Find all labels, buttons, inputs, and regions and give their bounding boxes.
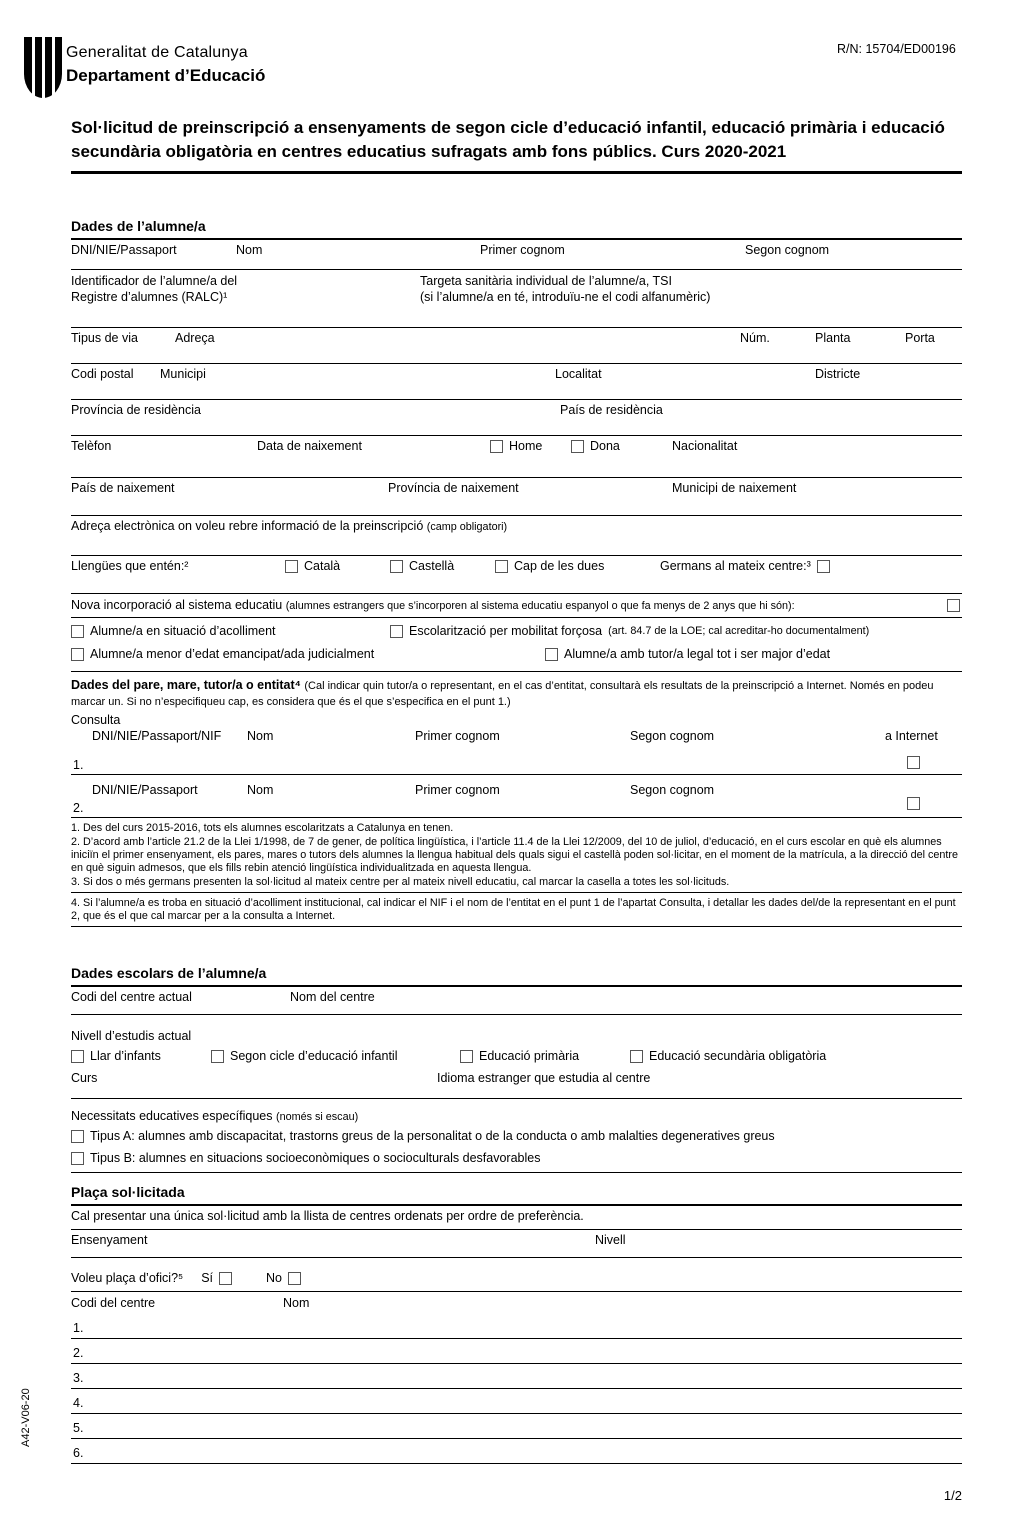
nova-incorporacio-checkbox[interactable] — [947, 599, 960, 612]
emancipat-checkbox[interactable] — [71, 648, 84, 661]
tutor-major-option — [545, 647, 830, 661]
primaria-option — [460, 1049, 579, 1063]
necessitats-label: Necessitats educatives específiques (només si escau) — [71, 1109, 359, 1123]
school-section-heading: Dades escolars de l’alumne/a — [71, 965, 962, 987]
tipus-a-option — [71, 1129, 775, 1143]
dni-label: DNI/NIE/Passaport — [71, 243, 177, 257]
tipus-via-label: Tipus de via — [71, 331, 138, 345]
row-ralc-tsi — [71, 270, 962, 328]
idioma-label: Idioma estranger que estudia al centre — [437, 1071, 651, 1085]
row-tipus-a — [71, 1127, 962, 1149]
nova-incorporacio-label: Nova incorporació al sistema educatiu (alumnes estrangers que s’incorporen al sistema educatiu espanyol o que fa menys de 2 anys que hi són): — [71, 598, 795, 612]
secundaria-checkbox[interactable] — [630, 1050, 643, 1063]
primaria-label: Educació primària — [479, 1049, 580, 1063]
ralc-label: Identificador de l’alumne/a del Registre d’alumnes (RALC)¹ — [71, 274, 238, 304]
tutor2-nom-label: Nom — [247, 783, 274, 797]
llar-infants-checkbox[interactable] — [71, 1050, 84, 1063]
ofici-label: Voleu plaça d’ofici?⁵ — [71, 1271, 184, 1285]
catala-option — [285, 559, 340, 573]
pais-residencia-label: País de residència — [560, 403, 663, 417]
divider — [71, 892, 962, 893]
cap-de-les-dues-option — [495, 559, 604, 573]
home-label: Home — [509, 439, 543, 453]
secundaria-option — [630, 1049, 826, 1063]
telefon-label: Telèfon — [71, 439, 112, 453]
email-note: (camp obligatori) — [426, 521, 508, 533]
catala-label: Català — [304, 559, 341, 573]
row-address — [71, 328, 962, 364]
castella-checkbox[interactable] — [390, 560, 403, 573]
row-codi-nom-headers — [71, 1292, 962, 1314]
adreca-label: Adreça — [175, 331, 215, 345]
tutor-major-checkbox[interactable] — [545, 648, 558, 661]
centre-row-3 — [71, 1364, 962, 1389]
segon-cicle-label: Segon cicle d’educació infantil — [230, 1049, 398, 1063]
reference-number: R/N: 15704/ED00196 — [837, 42, 956, 56]
tutor1-segon-cognom-label: Segon cognom — [630, 729, 715, 743]
acolliment-option — [71, 624, 276, 638]
centre-row-6 — [71, 1439, 962, 1464]
nom-label: Nom — [236, 243, 263, 257]
localitat-label: Localitat — [555, 367, 602, 381]
nivell-estudis-label: Nivell d’estudis actual — [71, 1029, 192, 1043]
row-place-intro — [71, 1206, 962, 1230]
place-section-heading: Plaça sol·licitada — [71, 1184, 962, 1206]
segon-cognom-label: Segon cognom — [745, 243, 830, 257]
data-naixement-label: Data de naixement — [257, 439, 362, 453]
tsi-label: Targeta sanitària individual de l’alumne/a, TSI (si l’alumne/a en té, introduïu-ne el codi alfanumèric) — [420, 274, 711, 304]
codi-centre-label: Codi del centre — [71, 1296, 156, 1310]
org-name: Generalitat de Catalunya — [66, 44, 248, 61]
sex-dona-option — [571, 439, 620, 453]
mobilitat-label: Escolarització per mobilitat forçosa — [409, 624, 603, 638]
ofici-no-checkbox[interactable] — [288, 1272, 301, 1285]
llar-infants-label: Llar d’infants — [90, 1049, 161, 1063]
ensenyament-label: Ensenyament — [71, 1233, 148, 1247]
form-version-code: A42-V06-20 — [20, 1388, 32, 1447]
consulta-label: Consulta — [71, 713, 121, 727]
row-necessitats — [71, 1109, 962, 1127]
castella-option — [390, 559, 454, 573]
acolliment-label: Alumne/a en situació d’acolliment — [90, 624, 276, 638]
row-placa-ofici — [71, 1258, 962, 1292]
provincia-naixement-label: Província de naixement — [388, 481, 519, 495]
cap-de-les-dues-checkbox[interactable] — [495, 560, 508, 573]
tutors-section — [71, 678, 962, 818]
place-intro-text: Cal presentar una única sol·licitud amb la llista de centres ordenats per ordre de preferència. — [71, 1209, 584, 1223]
pais-naixement-label: País de naixement — [71, 481, 175, 495]
tutors-heading-note: (Cal indicar quin tutor/a o representant, en el cas d’entitat, consultarà els resultats de la preinscripció a Internet. Només en podeu marcar un. Si no n’especifiqueu cap, es considera que és el que s’especifica en el punt 1.) — [71, 680, 934, 708]
row-acolliment-mobilitat — [71, 618, 962, 645]
centre-row-5 — [71, 1414, 962, 1439]
tutor1-dni-label: DNI/NIE/Passaport/NIF — [92, 729, 222, 743]
row-identity — [71, 240, 962, 270]
municipi-naixement-label: Municipi de naixement — [672, 481, 797, 495]
centre-row-number: 1. — [73, 1321, 84, 1335]
secundaria-label: Educació secundària obligatòria — [649, 1049, 827, 1063]
nom-centre-label: Nom del centre — [290, 990, 375, 1004]
ofici-no-label: No — [266, 1271, 282, 1285]
ofici-si-label: Sí — [201, 1271, 214, 1285]
tutor2-dni-label: DNI/NIE/Passaport — [92, 783, 198, 797]
germans-label: Germans al mateix centre:³ — [660, 559, 811, 573]
centre-row-4 — [71, 1389, 962, 1414]
row-birthplace — [71, 478, 962, 516]
centre-row-number: 4. — [73, 1396, 84, 1410]
necessitats-note: (només si escau) — [275, 1111, 359, 1123]
codi-centre-actual-label: Codi del centre actual — [71, 990, 192, 1004]
germans-checkbox[interactable] — [817, 560, 830, 573]
dona-checkbox[interactable] — [571, 440, 584, 453]
tutor-row-1 — [71, 729, 962, 775]
ofici-group — [71, 1271, 301, 1285]
row-nova-incorporacio — [71, 594, 962, 618]
row-email — [71, 516, 962, 556]
codi-postal-label: Codi postal — [71, 367, 134, 381]
form-title: Sol·licitud de preinscripció a ensenyaments de segon cicle d’educació infantil, educació primària i educació secundària obligatòria en centres educatius sufragats amb fons públics. Curs 2020-2021 — [71, 116, 962, 174]
tutor2-primer-cognom-label: Primer cognom — [415, 783, 500, 797]
tipus-a-checkbox[interactable] — [71, 1130, 84, 1143]
centre-row-1 — [71, 1314, 962, 1339]
tutor1-primer-cognom-label: Primer cognom — [415, 729, 500, 743]
tutor-major-label: Alumne/a amb tutor/a legal tot i ser major d’edat — [564, 647, 831, 661]
student-section-heading: Dades de l’alumne/a — [71, 218, 962, 240]
centre-row-number: 2. — [73, 1346, 84, 1360]
centre-row-number: 3. — [73, 1371, 84, 1385]
tipus-b-checkbox[interactable] — [71, 1152, 84, 1165]
ofici-si-checkbox[interactable] — [219, 1272, 232, 1285]
emancipat-label: Alumne/a menor d’edat emancipat/ada judicialment — [90, 647, 375, 661]
nova-incorporacio-note: (alumnes estrangers que s’incorporen al sistema educatiu espanyol o que fa menys de 2 anys que hi són): — [285, 600, 795, 612]
tutor2-number: 2. — [73, 801, 84, 815]
nivell-label: Nivell — [595, 1233, 626, 1247]
row-study-levels — [71, 1047, 962, 1071]
primer-cognom-label: Primer cognom — [480, 243, 565, 257]
student-data-section — [71, 218, 962, 672]
catala-checkbox[interactable] — [285, 560, 298, 573]
llengues-label: Llengües que entén:² — [71, 559, 189, 573]
school-data-section — [71, 965, 962, 1173]
row-nivell-estudis — [71, 1029, 962, 1047]
nom-label: Nom — [283, 1296, 310, 1310]
centre-row-number: 6. — [73, 1446, 84, 1460]
requested-place-section — [71, 1184, 962, 1464]
sex-home-option — [490, 439, 542, 453]
llar-infants-option — [71, 1049, 161, 1063]
footnotes-section — [71, 822, 962, 931]
tutor1-internet-checkbox[interactable] — [907, 756, 920, 769]
tutor1-number: 1. — [73, 758, 84, 772]
tipus-b-option — [71, 1151, 540, 1165]
tipus-a-label: Tipus A: alumnes amb discapacitat, trastorns greus de la personalitat o de la conducta o amb malalties degeneratives greus — [90, 1129, 775, 1143]
footnote-4: 4. Si l’alumne/a es troba en situació d’acolliment institucional, cal indicar el NIF i el nom de l’entitat en el punt 1 de l’apartat Consulta, i detallar les dades del/de la representant en el punt 2, que és el que cal marcar per a la consulta a Internet. — [71, 897, 956, 922]
curs-label: Curs — [71, 1071, 98, 1085]
porta-label: Porta — [905, 331, 935, 345]
tipus-b-label: Tipus B: alumnes en situacions socioeconòmiques o socioculturals desfavorables — [90, 1151, 541, 1165]
email-label: Adreça electrònica on voleu rebre informació de la preinscripció (camp obligatori) — [71, 519, 508, 533]
footnote-3: 3. Si dos o més germans presenten la sol·licitud al mateix centre per al mateix nivell educatiu, cal marcar la casella a totes les sol·licituds. — [71, 876, 730, 888]
mobilitat-option — [390, 624, 869, 638]
acolliment-checkbox[interactable] — [71, 625, 84, 638]
dona-label: Dona — [590, 439, 620, 453]
centre-row-2 — [71, 1339, 962, 1364]
row-languages — [71, 556, 962, 594]
centre-row-number: 5. — [73, 1421, 84, 1435]
nacionalitat-label: Nacionalitat — [672, 439, 738, 453]
cap-de-les-dues-label: Cap de les dues — [514, 559, 605, 573]
segon-cicle-option — [211, 1049, 397, 1063]
districte-label: Districte — [815, 367, 861, 381]
primaria-checkbox[interactable] — [460, 1050, 473, 1063]
home-checkbox[interactable] — [490, 440, 503, 453]
generalitat-logo-icon — [23, 36, 63, 105]
castella-label: Castellà — [409, 559, 455, 573]
divider — [71, 926, 962, 927]
tutor1-nom-label: Nom — [247, 729, 274, 743]
title-section — [71, 116, 962, 174]
row-emancipat-tutor — [71, 645, 962, 672]
emancipat-option — [71, 647, 374, 661]
row-postal — [71, 364, 962, 400]
num-label: Núm. — [740, 331, 770, 345]
tutor2-internet-checkbox[interactable] — [907, 797, 920, 810]
tutors-heading: Dades del pare, mare, tutor/a o entitat⁴ (Cal indicar quin tutor/a o representant, en el cas d’entitat, consultarà els resultats de la preinscripció a Internet. Només en podeu marcar un. Si no n’especifiqueu cap, es considera que és el que s’especifica en el punt 1.) — [71, 678, 934, 708]
footnote-2: 2. D’acord amb l’article 21.2 de la Llei 1/1998, de 7 de gener, de política lingüística, i l’article 11.4 de la Llei 12/2009, del 10 de juliol, d’educació, en el curs escolar en què els alumnes iniciïn el primer ensenyament, els pares, mares o tutors dels alumnes la llengua habitual dels quals sigui el castellà poden sol·licitar, en el moment de la matrícula, a la direcció del centre en què siguin admesos, que els fills rebin atenció lingüística individualitzada en aquesta llengua. — [71, 836, 959, 874]
tutor-row-2 — [71, 775, 962, 818]
segon-cicle-checkbox[interactable] — [211, 1050, 224, 1063]
row-residence — [71, 400, 962, 436]
mobilitat-checkbox[interactable] — [390, 625, 403, 638]
footnote-1: 1. Des del curs 2015-2016, tots els alumnes escolaritzats a Catalunya en tenen. — [71, 822, 454, 834]
dept-name: Departament d’Educació — [66, 66, 266, 85]
mobilitat-note: (art. 84.7 de la LOE; cal acreditar-ho documentalment) — [608, 625, 870, 637]
municipi-label: Municipi — [160, 367, 206, 381]
row-current-school — [71, 987, 962, 1015]
page-number: 1/2 — [943, 1488, 962, 1503]
row-curs-idioma — [71, 1071, 962, 1099]
row-tipus-b — [71, 1149, 962, 1173]
row-phone-birth — [71, 436, 962, 478]
a-internet-label: a Internet — [885, 729, 938, 743]
row-ensenyament-nivell — [71, 1230, 962, 1258]
tutor2-segon-cognom-label: Segon cognom — [630, 783, 715, 797]
provincia-residencia-label: Província de residència — [71, 403, 201, 417]
germans-option — [660, 559, 830, 573]
planta-label: Planta — [815, 331, 851, 345]
